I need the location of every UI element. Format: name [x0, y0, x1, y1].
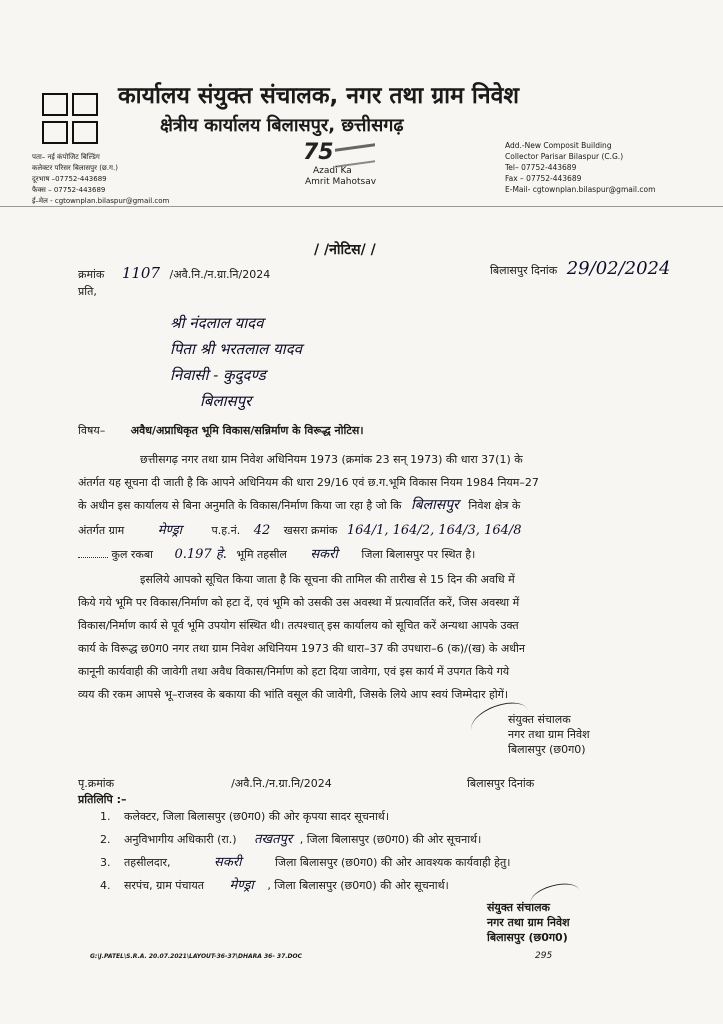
signature-block-2: संयुक्त संचालक नगर तथा ग्राम निवेश बिलासपुर (छ0ग0) [487, 901, 570, 944]
to-label: प्रति, [78, 285, 97, 298]
copy-item-3: 3. तहसीलदार, सकरी जिला बिलासपुर (छ0ग0) की ओर आवश्यक कार्यवाही हेतु। [100, 855, 511, 870]
para2-line2: किये गये भूमि पर विकास/निर्माण को हटा दें, एवं भूमि को उसकी उस अवस्था में प्रत्यावर्तित करें, जिस अवस्था में [78, 596, 520, 609]
azadi-emblem: 75 Azadi Ka Amrit Mahotsav [303, 140, 377, 187]
header-divider [0, 206, 723, 207]
para1-line5: कुल रकबा 0.197 हे. भूमि तहसील सकरी जिला बिलासपुर पर स्थित है। [78, 543, 475, 566]
subject-line: विषय– अवैध/अप्राधिकृत भूमि विकास/सन्निर्माण के विरूद्ध नोटिस। [78, 424, 364, 437]
para2-line1: इसलिये आपको सूचित किया जाता है कि सूचना की तामिल की तारीख से 15 दिन की अवधि में [140, 573, 515, 586]
para1-line1: छत्तीसगढ़ नगर तथा ग्राम निवेश अधिनियम 1973 (क्रमांक 23 सन् 1973) की धारा 37(1) के [140, 453, 523, 466]
addressee-block: श्री नंदलाल यादव पिता श्री भरतलाल यादव निवासी - कुदुदण्ड बिलासपुर [170, 314, 302, 410]
endorsement-ref: पृ.क्रमांक /अवै.नि./न.ग्रा.नि/2024 [78, 777, 332, 790]
page-number: 295 [535, 951, 553, 961]
signature-block-1: संयुक्त संचालक नगर तथा ग्राम निवेश बिलासपुर (छ0ग0) [508, 713, 590, 756]
file-path-footer: G:\J.PATEL\S.R.A. 20.07.2021\LAYOUT-36-37\DHARA 36- 37.DOC [90, 953, 303, 960]
para2-line6: व्यय की रकम आपसे भू–राजस्व के बकाया की भांति वसूल की जावेगी, जिसके लिये आप स्वयं जिम्मेदार होगें। [78, 688, 509, 701]
copy-item-4: 4. सरपंच, ग्राम पंचायत मेण्ड्रा , जिला बिलासपुर (छ0ग0) की ओर सूचनार्थ। [100, 878, 449, 893]
notice-heading: / /नोटिस/ / [314, 242, 376, 258]
flag-icon [335, 143, 375, 168]
reference-line: क्रमांक 1107 /अवै.नि./न.ग्रा.नि/2024 [78, 264, 271, 282]
para2-line4: कार्य के विरूद्ध छ0ग0 नगर तथा ग्राम निवेश अधिनियम 1973 की धारा–37 की उपधारा–6 (क)/(ख) के अधीन [78, 642, 525, 655]
para2-line5: कानूनी कार्यवाही की जावेगी तथा अवैध विकास/निर्माण को हटा दिया जावेगा, एवं इस कार्य में उपगत किये गये [78, 665, 510, 678]
notice-date: बिलासपुर दिनांक 29/02/2024 [490, 258, 671, 279]
para1-line2: अंतर्गत यह सूचना दी जाती है कि आपने अधिनियम की धारा 29/16 एवं छ.ग.भूमि विकास नियम 1984 नियम–27 [78, 476, 539, 489]
endorsement-date: बिलासपुर दिनांक [467, 777, 535, 790]
copy-item-1: 1. कलेक्टर, जिला बिलासपुर (छ0ग0) की ओर कृपया सादर सूचनार्थ। [100, 810, 390, 823]
regional-office-title: क्षेत्रीय कार्यालय बिलासपुर, छत्तीसगढ़ [160, 115, 404, 136]
office-title: कार्यालय संयुक्त संचालक, नगर तथा ग्राम निवेश [118, 83, 520, 109]
para2-line3: विकास/निर्माण कार्य से पूर्व भूमि उपयोग संस्थित थी। तत्पश्चात् इस कार्यालय को सूचित करें अन्यथा आपके उक्त [78, 619, 519, 632]
department-logo [42, 93, 98, 145]
address-hindi: पता– नई कंपोजिट बिल्डिंग कलेक्टर परिसर बिलासपुर (छ.ग.) दूरभाष –07752-443689 फैक्स – 07752-443689 ई–मेल - cgtownplan.bilaspur@gmail.com [32, 153, 170, 205]
copy-to-label: प्रतिलिपि :– [78, 793, 127, 806]
address-english: Add.-New Composit Building Collector Parisar Bilaspur (C.G.) Tel– 07752-443689 Fax – 07752-443689 E-Mail- cgtownplan.bilaspur@gmail.com [505, 141, 656, 194]
copy-item-2: 2. अनुविभागीय अधिकारी (रा.) तखतपुर , जिला बिलासपुर (छ0ग0) की ओर सूचनार्थ। [100, 832, 482, 847]
para1-line4: अंतर्गत ग्राम मेण्ड्रा प.ह.नं. 42 खसरा क्रमांक 164/1, 164/2, 164/3, 164/8 [78, 523, 522, 538]
para1-line3: के अधीन इस कार्यालय से बिना अनुमति के विकास/निर्माण किया जा रहा है जो कि बिलासपुर निवेश क्षेत्र के [78, 497, 521, 513]
